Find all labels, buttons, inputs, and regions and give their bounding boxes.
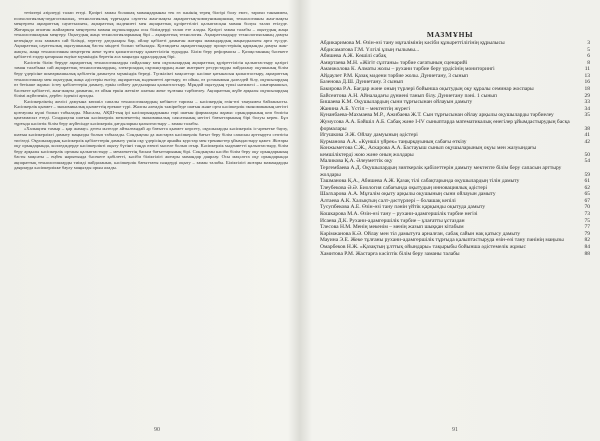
toc-entry-title: Тлесова Н.М. Менің мекенім – менің жазып шыққан кітабым	[320, 224, 464, 231]
toc-entry-page: 33	[584, 99, 590, 106]
toc-entry-title: Кошкарова М.А. Өзін-өзі тану – рухани-адамгершілік тәрбие негізі	[320, 211, 478, 218]
toc-entry-page: 82	[584, 237, 590, 244]
toc-entry-page: 79	[584, 230, 590, 237]
toc-entry-title: Бишаева К.М. Оқушылардың сыни тұрғысынан ойлауын дамыту	[320, 99, 473, 106]
body-text	[14, 10, 288, 171]
toc-entry	[320, 112, 590, 119]
toc-entry-title: Курманова А.А. «Күншіл үйрек» таңырқауының сабағы өткізу	[320, 138, 467, 145]
toc-entry-page: 84	[584, 243, 590, 250]
toc-entry-title: Игушкова Э.Ж. Ойлау дамуының әдістері	[320, 132, 418, 139]
toc-entry	[320, 231, 590, 238]
toc-entry-page: 35	[584, 112, 590, 119]
toc-entry	[320, 224, 590, 231]
toc-entry-page: 42	[584, 138, 590, 145]
toc-entry-page: 16	[584, 79, 590, 86]
toc-entry-page: 77	[584, 224, 590, 231]
toc-entry	[320, 145, 590, 158]
page-number-left: 90	[154, 427, 160, 433]
page-number-right: 91	[452, 427, 458, 433]
toc-entry	[320, 158, 590, 165]
toc-entry-page: 34	[584, 105, 590, 112]
toc-entry-page: 70	[584, 204, 590, 211]
toc-entry	[320, 99, 590, 106]
toc-entry-title: Абдикаримова М. Өзін-өзі тану мұғалімінің кәсіби құзыреттілігінің құрылысы	[320, 40, 505, 46]
toc-entry-page: 8	[587, 59, 590, 66]
contents-title: МАЗМҰНЫ	[426, 30, 474, 39]
toc-entry	[320, 165, 590, 178]
toc-entry-title: Базенова Д.Ш. Дүниетану. 3 сынып	[320, 79, 404, 86]
toc-entry	[320, 251, 590, 258]
toc-entry-page: 75	[584, 217, 590, 224]
toc-entry-title: Омарбеков Н.Ж. «Қазақтың ұлттық ойындары» тақырыбы бойынша әдістемелік жұмыс	[320, 243, 526, 250]
toc-entry-title: Кәрімжанова К.Ә. Ойлау мен тіл дамытуға арналған, сабақ сайын нақ қатысу дамыту	[320, 230, 521, 237]
toc-entry-title: Бакирова Р.А. Бағдар және оның түрлері бойынша оқытудың оқу құралы семинар жоспары	[320, 86, 534, 93]
toc-entry	[320, 139, 590, 146]
toc-entry-title: Конжыметова С.Ж., Аскарова А.А. Бастауыш сынып оқушыларының оқуы мен жазуындағы кемшіліктерді жою және оның жолдары	[320, 145, 537, 158]
toc-entry-title: Шалхарова А.А. Мұғалім оқыту арқылы оқушының сыни ойлауын дамыту	[320, 191, 496, 198]
toc-entry-page: 11	[584, 66, 590, 73]
toc-entry-title: Тусупбекова А.Е. Өзін-өзі тану пәнін үйтік қарқынды оқытуда дамыту	[320, 204, 486, 211]
toc-entry-title: Жумусова А.А. Бәйшіл А.Б. Сабақ және I-IV сыныптарда математикалық өнегілер ұйымдастырудың басқа формалары	[320, 118, 570, 132]
toc-entry	[320, 211, 590, 218]
toc-entry-page: 6	[587, 53, 590, 60]
toc-entry-title: Тлеубекова Ә.Ә. Биология сабағында оқытудың инновациялық әдістері	[320, 184, 488, 191]
toc-entry	[320, 86, 590, 93]
table-of-contents	[320, 40, 590, 257]
toc-entry-page: 50	[584, 151, 590, 158]
toc-entry-page: 67	[584, 197, 590, 204]
paragraph: Кәсіпкерліктің желісі дамуына көпшіл сапалы технологиялардың көбінесе тарихы – кәсіпкердің өзін-өзі тануымен байланысты. Кәсіпкерлік қызмет – экономикалық қызметтің ерекше түрі. Жалпы әлемдік тәжірибеде шағын және орта кәсіпкерлік экономиканың негізгі қозғаушы күші болып табылады. Мысалы, АҚШ-тың ірі кәсіпорындарынан гөрі шағын фирмалары жұмыс орындарының көп бөлігін қамтамасыз етеді. Сондықтан шағын кәсіпкерлік мемлекеттің экономикалық саясатының негізгі бағыттарының бірі болуы керек. Бұл тұрғыда кәсіптік білім беру жүйесінде кәсіпкерлік дағдыларын қалыптастыру – заман талабы.	[14, 98, 288, 126]
toc-entry-page: 88	[584, 250, 590, 257]
toc-entry-title: Хамитова Р.М. Жастарға кәсіптік білім беру заманы талабы	[320, 250, 460, 257]
toc-entry	[320, 66, 590, 73]
toc-entry-page: 29	[584, 92, 590, 99]
toc-entry-title: Жанина А.Б. Үстіп – мектептің жүрегі	[320, 105, 411, 112]
toc-entry-title: Алтаева А.К. Халықтың салт-дәстүрлері – болашақ кепілі	[320, 197, 456, 204]
toc-entry-title: Ташманова Қ.А., Абишева А.Ж. Қазақ тілі сабақтарында оқушылардың тілін дамыту	[320, 178, 520, 185]
toc-entry-page: 61	[584, 178, 590, 185]
toc-entry-title: Маликова Қ.А. Әлеуметтік оқу	[320, 158, 393, 165]
paragraph: «Халықпен тамыр – қар жамау» деген мәтелде айтылғандай әр бағытта қызмет көрсету, оқушыларды кәсіпкерлік іс-әрекетке баулу, шағын кәсіпкерлікті дамыту маңызды болып табылады. Сондықтан да жастарға кәсіпкерлік бағыт беру білім сапасын арттыруға септігін тигізеді. Оқушылардың кәсіпкерлік қабілеттерін дамыту үшін оқу үдерісінде арнайы курстар мен тренингтер ұйымдастыру қажет. Жоғары оқу орындарында, колледждерде кәсіпкерлікті оқыту бүгінгі таңда өзекті мәселе болып отыр. Кәсіпкерлік мәдениетті қалыптастыру, білім беру арқылы кәсіпкерлік ортаны қалыптастыру – мемлекеттің басым бағыттарының бірі. Сондықтан кәсіби білім беру оқу орындарының басты мақсаты – еңбек нарығында бәсекеге қабілетті, кәсіби біліктілігі жоғары мамандар даярлау. Осы мақсатта оқу орындарында ақпараттық технологияларды тиімді пайдаланып, кәсіпкерлік бағыттағы пәндерді оқыту – заман талабы. Біліктілігі жоғары мамандарды даярлауда кәсіпкерлікке баулу маңызды орын алады.	[14, 126, 288, 171]
toc-entry-title: Аманжолова К. Алматы жолы – рухани тәрбие беру үрдісінің мониторингі	[320, 66, 495, 73]
toc-entry	[320, 237, 590, 244]
toc-entry-title: Айдаулет Р.М. Қазақ мәдени тәрбие жолы. Дүниетану, 3 сынып	[320, 72, 469, 79]
toc-entry-page: 41	[584, 132, 590, 139]
toc-entry-page: 13	[584, 72, 590, 79]
toc-entry-title: Абишева А.Ж. Көшілі сабақ	[320, 53, 387, 60]
toc-entry-page: 38	[584, 125, 590, 132]
toc-entry-page: 73	[584, 211, 590, 218]
toc-entry-title: Кунанбаева-Махмаева М.Р., Ажибаева Ж.Т. Сын тұрғысынан ойлау арқылы оқушыларды тәрбиелеу	[320, 112, 554, 119]
toc-entry-title: Мауина Э.Е. Жеке тұлғаны рухани-адамгершілік тұрғыда қалыптастыруда өзін-өзі тану пәнінің маңызы	[320, 237, 564, 244]
toc-entry-title: Амиртаева М.Н. «Жігіт сұлтаны» тәрбие сағатының сценарийі	[320, 59, 468, 66]
toc-entry-page: 18	[584, 86, 590, 93]
paragraph: Кәсіптік білім беруде ақпараттық технологияларды пайдалану мен оқушылардың ақпараттық құзіреттілігін қалыптастыру қазіргі заман талабына сай ақпараттық технологиялардың, электрондық оқулықтардың және интернет ресурстарды пайдалану оқушының білім беру үдерісіне шығармашылық қабілетін дамытуға мүмкіндік береді. Түпкілікті мақсаттар: кәсіпке қатынасын қалыптастыру, ақпараттық технологиялар мен оқытудың жаңа әдістерін енгізу, ақпараттық мәдениетті арттыру, өз ойын, өз ұстанымын дәлелдей білу, оқушылардың өз бетінше жұмыс істеу қабілеттерін дамыту, еркін сөйлеу дағдыларын қалыптастыру. Мұндай оқытудың түпкі нәтижесі – шығармашыл, бәсекеге қабілетті, жан-жақты дамыған, өз ойын еркін жеткізе алатын жеке тұлғаны тәрбиелеу. Ақпараттық жүйе арқылы оқушылардың білімі жүйеленіп, дербес ізденісі артады.	[14, 59, 288, 99]
toc-entry-title: Абдисаматова Г.М. Үлгілі ұлың ғылымы...	[320, 46, 420, 53]
toc-entry	[320, 53, 590, 60]
toc-entry-page: 5	[587, 46, 590, 53]
toc-entry	[320, 40, 590, 47]
toc-entry	[320, 73, 590, 80]
toc-entry	[320, 178, 590, 185]
toc-entry	[320, 244, 590, 251]
toc-entry	[320, 191, 590, 198]
toc-entry-page: 65	[584, 191, 590, 198]
toc-entry-page: 54	[584, 158, 590, 165]
toc-entry-page: 3	[587, 40, 590, 46]
toc-entry	[320, 119, 590, 132]
toc-entry	[320, 132, 590, 139]
toc-entry-page: 62	[584, 184, 590, 191]
paragraph: тетіктері әзірлеуді талап етеді. Қазіргі заман болашақ мамандарынан тек өз пәнінің терең білгірі болу емес, тарихи таныммен, психологиялық-педагогикалық, технологиялық тұрғыдан сауатты жан-жақты ақпараттық-коммуникациялық технологияны жан-жақты меңгерген ақпараттық сауаттылығы, ақпараттық мәдениеті мен ақпараттық құзіреттілігі қалыптасқан маман болуы талап етілуде. Жоғарыда аталған жайлармен меңгерген маман оқушылардан осы білімдерді талап ете алады. Қазіргі заман талабы – оқытудың жаңа технологияларын меңгеру. Оқытудың жаңа технологияларының бірі – ақпараттық технология. Ақпараттандыру технологиясының дамуы кезеңінде осы заманға сай білімді, зерттеу дағдылары бар, ойлау қабілеті дамыған жоғары мамандардың маңыздылығы арта түсуде. Ақпараттық сауаттылық оқытушының басты міндеті болып табылады. Қоғамдағы ақпараттандыру процестерінің қарқынды дамуы жан-жақты, жаңа технологияны меңгерген жеке тұлға қалыптастыру қажеттілігін тудырды. Білім беру реформасы – Қазақстанның бәсекеге қабілетті елдер қатарына енуіне мүмкіндік беретін аса маңызды құралдардың бірі.	[14, 10, 288, 60]
toc-entry-page: 59	[584, 171, 590, 178]
toc-entry-title: Исаева Д.К. Рухани-адамгершілік тәрбие – ұлағатты ұстаздан	[320, 217, 465, 224]
toc-entry-title: Байсеитова А.Н. Айналадағы дүниені танып білу. Дүниетану пәні. 1 сынып	[320, 92, 497, 99]
toc-entry-title: Тергембаева А.Д. Оқушылардың зияткерлік қабілеттерін дамыту мектепте білім беру сапасын арттыру жолдары	[320, 164, 562, 178]
right-page	[300, 0, 600, 441]
